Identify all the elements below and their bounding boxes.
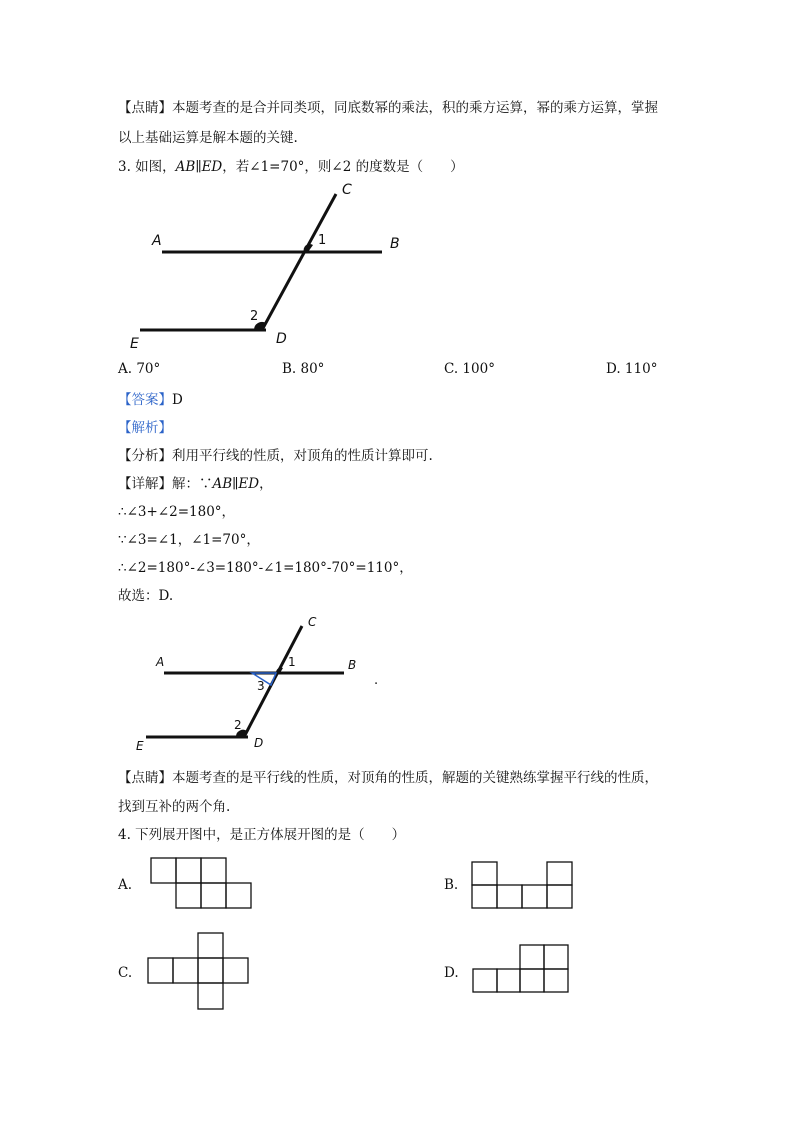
comment2-text1: 本题考查的是平行线的性质，对顶角的性质，解题的关键熟练掌握平行线的性质， [172,770,658,786]
xiangjie-tag: 【详解】 [118,476,172,492]
step-3: ∴∠2=180°-∠3=180°-∠1=180°-70°=110°， [118,560,413,576]
sol-label-d: D [254,736,264,750]
step-1: ∴∠3+∠2=180°， [118,504,236,520]
q3-option-a: A. 70° [118,361,161,377]
q4-option-b-label: B. [444,877,459,893]
xiangjie-parallel: AB∥ED [212,476,260,492]
q3-option-c: C. 100° [444,361,495,377]
answer-line [118,388,183,408]
prev-comment-line1 [118,96,658,116]
label-c: C [342,182,352,198]
sol-label-b: B [348,658,357,672]
q3-option-b: B. 80° [282,361,325,377]
step-2: ∵∠3=∠1，∠1=70°， [118,532,260,548]
q4-net-c [147,932,251,1012]
sol-label-c: C [308,615,317,629]
comment2-line1 [118,766,658,786]
q3-stem [118,155,464,175]
sol-label-angle2: 2 [234,718,242,732]
fenxi-tag: 【分析】 [118,448,172,464]
label-e: E [130,336,139,352]
sol-label-angle1: 1 [288,655,296,669]
sol-label-a: A [156,655,165,669]
prev-comment-line2: 以上基础运算是解本题的关键. [118,130,298,146]
xiangjie-line [118,472,273,492]
q4-stem: 4. 下列展开图中，是正方体展开图的是（ ） [118,827,406,843]
q4-option-c-label: C. [118,965,133,981]
line-cd [262,194,336,330]
fenxi-text: 利用平行线的性质，对顶角的性质计算即可. [172,448,433,464]
q3-diagram [120,178,420,358]
q3-prefix: 3. 如图， [118,159,176,175]
q4-net-d [472,944,572,994]
label-b: B [390,236,400,252]
comment2-line2: 找到互补的两个角. [118,799,231,815]
comment2-tag: 【点睛】 [118,770,172,786]
label-angle2: 2 [250,309,259,324]
answer-tag: 【答案】 [118,392,172,408]
prev-comment-tag: 【点睛】 [118,100,172,116]
q4-net-b [471,861,575,909]
sol-label-e: E [136,739,144,753]
label-d: D [276,331,287,347]
q4-option-a-label: A. [118,877,133,893]
sol-label-angle3: 3 [257,679,265,693]
q3-option-d: D. 110° [606,361,658,377]
q4-net-a [150,857,254,909]
step-4: 故选：D. [118,588,174,604]
q3-parallel: AB∥ED [175,159,223,175]
answer-value: D [172,392,183,408]
q3-middle: ，若∠1=70°，则∠2 的度数是（ ） [222,159,464,175]
analysis-tag: 【解析】 [118,420,172,436]
sol-trailing-dot: . [374,673,379,688]
xiangjie-text1: 解：∵ [172,476,213,492]
solution-diagram [130,612,390,754]
label-a: A [152,233,162,249]
prev-comment-text1: 本题考查的是合并同类项，同底数幂的乘法，积的乘方运算，幂的乘方运算，掌握 [172,100,658,116]
fenxi-line [118,444,433,464]
label-angle1: 1 [318,233,327,248]
q4-option-d-label: D. [444,965,459,981]
xiangjie-text2: ， [259,476,273,492]
